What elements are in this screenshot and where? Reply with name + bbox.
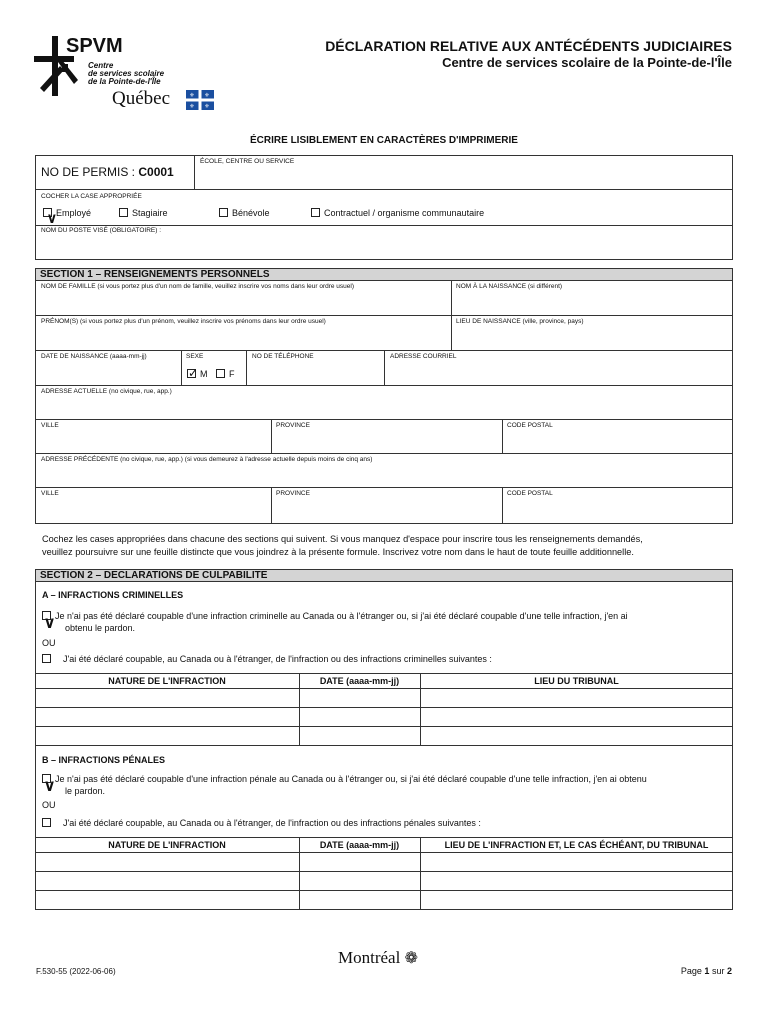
family-name-input[interactable] xyxy=(40,292,448,314)
prev-province-label: PROVINCE xyxy=(276,490,310,497)
a-option-none-line1: Je n'ai pas été déclaré coupable d'une infraction criminelle au Canada ou à l'étranger ou, si j'ai été déclaré coupable d'une telle infraction, j'en ai xyxy=(55,611,628,621)
permit-value: C0001 xyxy=(138,165,174,179)
sex-f-option[interactable] xyxy=(216,369,235,379)
checkbox[interactable] xyxy=(42,818,51,827)
table-row[interactable] xyxy=(36,689,732,707)
page-current: 1 xyxy=(704,966,710,976)
phone-input[interactable] xyxy=(251,362,381,384)
b-option-guilty-label: J'ai été déclaré coupable, au Canada ou à l'étranger, de l'infraction ou des infractions pénales suivantes : xyxy=(63,818,481,828)
birth-date-input[interactable] xyxy=(40,362,178,384)
note-line-2: veuillez poursuivre sur une feuille distincte que vous joindrez à la présente formule. Inscrivez votre nom dans le haut de toute feuille additionnelle. xyxy=(42,546,634,557)
permit-label: NO DE PERMIS : xyxy=(41,165,136,179)
montreal-rosette-icon: ❁ xyxy=(404,948,418,967)
b-col-nature: NATURE DE L'INFRACTION xyxy=(108,840,226,850)
prev-postal-label: CODE POSTAL xyxy=(507,490,553,497)
permit-field xyxy=(41,165,174,179)
table-row[interactable] xyxy=(36,891,732,909)
current-address-input[interactable] xyxy=(40,397,730,418)
table-row[interactable] xyxy=(36,708,732,726)
checkbox[interactable] xyxy=(216,369,225,378)
montreal-wordmark xyxy=(338,948,418,968)
b-option-none-line2: le pardon. xyxy=(65,786,106,796)
checkmark-icon: v xyxy=(47,209,56,227)
page-title: DÉCLARATION RELATIVE AUX ANTÉCÉDENTS JUDICIAIRES xyxy=(325,38,732,54)
page-total: 2 xyxy=(726,966,732,976)
table-row[interactable] xyxy=(36,872,732,890)
b-col-lieu: LIEU DE L'INFRACTION ET, LE CAS ÉCHÉANT, DU TRIBUNAL xyxy=(444,840,709,850)
org-name xyxy=(88,62,164,86)
svg-text:⚜: ⚜ xyxy=(204,93,210,99)
org-line-3: de la Pointe-de-l'Île xyxy=(88,77,161,86)
prev-postal-input[interactable] xyxy=(507,499,730,522)
checkmark-icon: v xyxy=(45,613,54,633)
postal-label: CODE POSTAL xyxy=(507,422,553,429)
svg-text:⚜: ⚜ xyxy=(204,104,210,110)
birth-place-label: LIEU DE NAISSANCE (ville, province, pays) xyxy=(456,318,584,325)
option-label: Bénévole xyxy=(232,208,270,218)
page-prefix: Page xyxy=(680,966,702,976)
postal-input[interactable] xyxy=(507,431,730,452)
prev-city-label: VILLE xyxy=(41,490,59,497)
page-subtitle: Centre de services scolaire de la Pointe-de-l'Île xyxy=(442,55,732,70)
a-col-date: DATE (aaaa-mm-jj) xyxy=(319,676,400,686)
option-benevole[interactable] xyxy=(219,208,270,218)
birth-place-input[interactable] xyxy=(456,327,730,349)
city-input[interactable] xyxy=(40,431,268,452)
option-stagiaire[interactable] xyxy=(119,208,168,218)
prev-province-input[interactable] xyxy=(276,499,499,522)
previous-address-label: ADRESSE PRÉCÉDENTE (no civique, rue, app.) (si vous demeurez à l'adresse actuelle depuis moins de cinq ans) xyxy=(41,456,373,463)
a-option-guilty[interactable] xyxy=(42,654,492,664)
first-names-input[interactable] xyxy=(40,327,448,349)
sex-label: SEXE xyxy=(186,353,204,360)
option-label: Contractuel / organisme communautaire xyxy=(324,208,485,218)
b-col-date: DATE (aaaa-mm-jj) xyxy=(319,840,400,850)
svg-text:⚜: ⚜ xyxy=(189,93,195,99)
checkbox[interactable] xyxy=(42,654,51,663)
b-option-guilty[interactable] xyxy=(42,818,481,828)
a-ou: OU xyxy=(42,638,56,648)
province-label: PROVINCE xyxy=(276,422,310,429)
birth-name-label: NOM À LA NAISSANCE (si différent) xyxy=(456,283,563,290)
page-mid: sur xyxy=(711,966,725,976)
birth-date-label: DATE DE NAISSANCE (aaaa-mm-jj) xyxy=(41,353,147,360)
section2-header: SECTION 2 – DECLARATIONS DE CULPABILITE xyxy=(35,569,733,582)
a-col-nature: NATURE DE L'INFRACTION xyxy=(108,676,226,686)
b-title: B – INFRACTIONS PÉNALES xyxy=(42,755,166,765)
family-name-label: NOM DE FAMILLE (si vous portez plus d'un nom de famille, veuillez inscrire vos noms dans leur ordre usuel) xyxy=(41,283,355,290)
phone-label: NO DE TÉLÉPHONE xyxy=(252,353,314,360)
prev-city-input[interactable] xyxy=(40,499,268,522)
birth-name-input[interactable] xyxy=(456,292,730,314)
org-line-2: de services scolaire xyxy=(88,69,165,78)
sex-f-label: F xyxy=(229,369,235,379)
svg-text:⚜: ⚜ xyxy=(189,104,195,110)
a-col-lieu: LIEU DU TRIBUNAL xyxy=(534,676,619,686)
note-line-1: Cochez les cases appropriées dans chacune des sections qui suivent. Si vous manquez d'espace pour inscrire tous les renseignements demandés, xyxy=(42,534,643,544)
quebec-flag-icon xyxy=(186,90,214,110)
option-label: Employé xyxy=(56,208,92,218)
email-input[interactable] xyxy=(389,362,730,384)
sex-m-label: M xyxy=(200,369,208,379)
city-label: VILLE xyxy=(41,422,59,429)
a-title: A – INFRACTIONS CRIMINELLES xyxy=(42,590,184,600)
table-row[interactable] xyxy=(36,853,732,871)
form-code: F.530-55 (2022-06-06) xyxy=(36,967,116,976)
check-label: COCHER LA CASE APPROPRIÉE xyxy=(41,193,142,200)
section1-header: SECTION 1 – RENSEIGNEMENTS PERSONNELS xyxy=(35,268,733,281)
b-option-none-line1: Je n'ai pas été déclaré coupable d'une infraction pénale au Canada ou à l'étranger ou, si j'ai été déclaré coupable d'une telle infraction, j'en ai obtenu xyxy=(55,774,647,784)
a-option-guilty-label: J'ai été déclaré coupable, au Canada ou à l'étranger, de l'infraction ou des infractions criminelles suivantes : xyxy=(63,654,492,664)
option-label: Stagiaire xyxy=(132,208,168,218)
position-label: NOM DU POSTE VISÉ (OBLIGATOIRE) : xyxy=(41,227,162,234)
quebec-wordmark: Québec xyxy=(112,88,171,109)
school-label: ÉCOLE, CENTRE OU SERVICE xyxy=(200,158,295,165)
b-option-none[interactable] xyxy=(42,773,647,797)
table-row[interactable] xyxy=(36,727,732,745)
montreal-text: Montréal xyxy=(338,948,401,967)
org-line-1: Centre xyxy=(88,61,114,70)
checkbox[interactable] xyxy=(311,208,320,217)
option-contractuel[interactable] xyxy=(311,208,484,218)
a-option-none-line2: obtenu le pardon. xyxy=(65,623,136,633)
previous-address-input[interactable] xyxy=(40,465,730,486)
school-input[interactable] xyxy=(200,168,730,188)
instruction: ÉCRIRE LISIBLEMENT EN CARACTÈRES D'IMPRIMERIE xyxy=(250,135,518,146)
logo-text: SPVM xyxy=(66,35,123,57)
current-address-label: ADRESSE ACTUELLE (no civique, rue, app.) xyxy=(41,388,172,395)
email-label: ADRESSE COURRIEL xyxy=(390,353,457,360)
instructions-note xyxy=(42,533,643,558)
b-ou: OU xyxy=(42,800,56,810)
checkmark-icon: ✓ xyxy=(188,366,199,380)
checkbox[interactable] xyxy=(119,208,128,217)
checkmark-icon: v xyxy=(45,776,54,796)
first-names-label: PRÉNOM(S) (si vous portez plus d'un prénom, veuillez inscrire vos prénoms dans leur ordre usuel) xyxy=(41,318,326,325)
checkbox[interactable] xyxy=(219,208,228,217)
province-input[interactable] xyxy=(276,431,499,452)
position-input[interactable] xyxy=(40,236,730,258)
page-number xyxy=(681,966,732,976)
a-option-none[interactable] xyxy=(42,610,628,634)
